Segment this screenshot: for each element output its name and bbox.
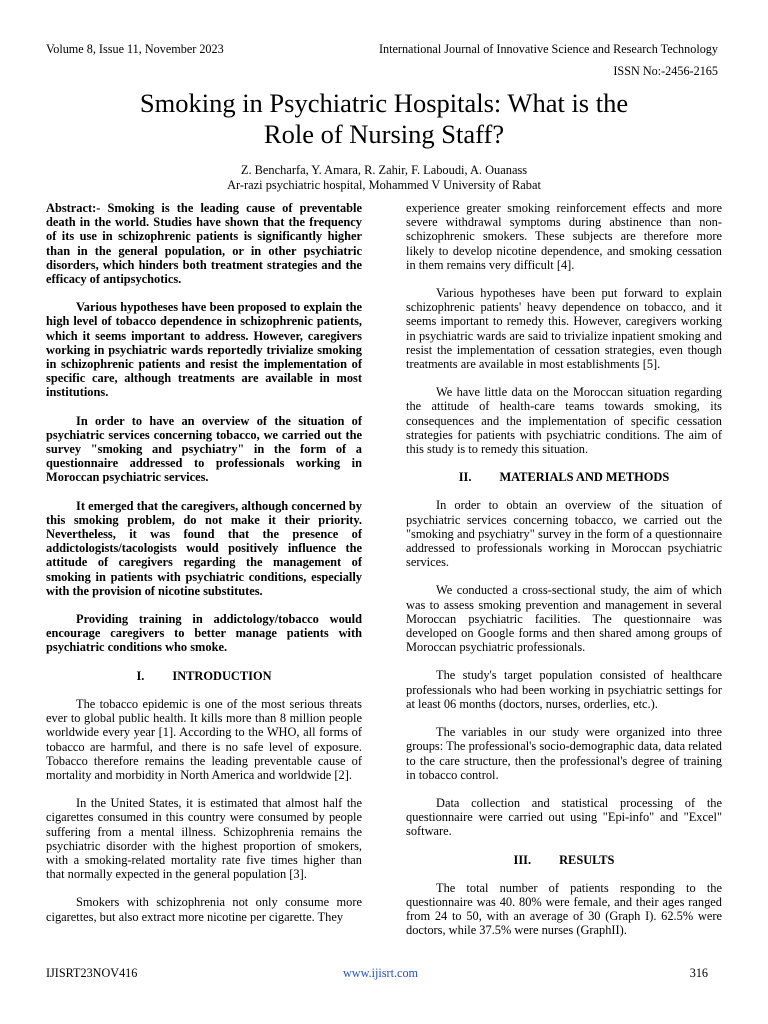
journal-link[interactable]: www.ijisrt.com bbox=[343, 966, 419, 980]
authors: Z. Bencharfa, Y. Amara, R. Zahir, F. Laboudi, A. Ouanass bbox=[240, 163, 528, 177]
body-paragraph: We have little data on the Moroccan situation regarding the attitude of health-care teams towards smoking, its consequences and the implementation of specific cessation strategies for patients with psychiatric conditions. The aim of this study is to remedy this situation. bbox=[406, 385, 722, 457]
body-paragraph: The total number of patients responding to the questionnaire was 40. 80% were female, and their ages ranged from 24 to 50, with an average of 30 (Graph I). 62.5% were doctors, while 37.5% were nurses (GraphII). bbox=[406, 880, 722, 938]
section-heading-introduction bbox=[46, 669, 362, 683]
right-column bbox=[406, 201, 722, 938]
page-title bbox=[0, 88, 768, 150]
title-line-1: Smoking in Psychiatric Hospitals: What is the bbox=[139, 88, 629, 118]
body-paragraph: In order to obtain an overview of the situation of psychiatric services concerning tobacco, we carried out the "smoking and psychiatry" survey in the form of a questionnaire addressed to professionals working in Moroccan psychiatric services. bbox=[406, 498, 722, 570]
section-title: INTRODUCTION bbox=[172, 668, 272, 683]
section-title: MATERIALS AND METHODS bbox=[499, 470, 670, 485]
section-number: II. bbox=[458, 470, 472, 485]
section-heading-results bbox=[406, 853, 722, 867]
body-paragraph: The study's target population consisted of healthcare professionals who had been working in psychiatric settings for at least 06 months (doctors, nurses, orderlies, etc.). bbox=[406, 668, 722, 711]
affiliation: Ar-razi psychiatric hospital, Mohammed V University of Rabat bbox=[227, 178, 541, 192]
abstract-paragraph: In order to have an overview of the situation of psychiatric services concerning tobacco, we carried out the survey "smoking and psychiatry" in the form of a questionnaire addressed to professionals working in Moroccan psychiatric services. bbox=[46, 413, 362, 485]
abstract-paragraph: Abstract:- Smoking is the leading cause of preventable death in the world. Studies have shown that the frequency of its use in schizophrenic patients is significantly higher than in the general population, or in other psychiatric disorders, which hinders both treatment strategies and the efficacy of antipsychotics. bbox=[46, 201, 362, 287]
body-paragraph: The tobacco epidemic is one of the most serious threats ever to global public health. It kills more than 8 million people worldwide every year [1]. According to the WHO, all forms of tobacco are harmful, and there is no safe level of exposure. Tobacco therefore remains the leading preventable cause of mortality and morbidity in North America and worldwide [2]. bbox=[46, 696, 362, 782]
body-paragraph: Various hypotheses have been put forward to explain schizophrenic patients' heavy dependence on tobacco, and it seems important to remedy this. However, caregivers working in psychiatric wards are said to trivialize inpatient smoking and resist the implementation of cessation strategies, even though treatments are available in most establishments [5]. bbox=[406, 286, 722, 372]
page-number: 316 bbox=[689, 966, 708, 980]
issn: ISSN No:-2456-2165 bbox=[613, 64, 718, 78]
body-paragraph: Smokers with schizophrenia not only consume more cigarettes, but also extract more nicotine per cigarette. They bbox=[46, 895, 362, 924]
author-block bbox=[0, 163, 768, 193]
section-heading-materials-methods bbox=[406, 470, 722, 484]
abstract-paragraph: Various hypotheses have been proposed to explain the high level of tobacco dependence in schizophrenic patients, which it seems important to address. However, caregivers working in psychiatric wards reportedly trivialize smoking in schizophrenic patients and resist the implementation of specific care, although treatments are available in most institutions. bbox=[46, 300, 362, 400]
journal-name: International Journal of Innovative Science and Research Technology bbox=[378, 42, 718, 56]
section-title: RESULTS bbox=[559, 852, 615, 867]
left-column bbox=[46, 201, 362, 924]
title-line-2: Role of Nursing Staff? bbox=[263, 119, 505, 149]
body-paragraph: In the United States, it is estimated that almost half the cigarettes consumed in this country were consumed by people suffering from a mental illness. Schizophrenia remains the psychiatric disorder with the highest proportion of smokers, with a smoking-related mortality rate five times higher than that normally expected in the general population [3]. bbox=[46, 796, 362, 882]
body-paragraph: Data collection and statistical processing of the questionnaire were carried out using "Epi-info" and "Excel" software. bbox=[406, 795, 722, 839]
section-number: I. bbox=[136, 668, 145, 683]
body-paragraph: experience greater smoking reinforcement effects and more severe withdrawal symptoms during abstinence than non-schizophrenic smokers. These subjects are therefore more likely to develop nicotine dependence, and smoking cessation in them remains very difficult [4]. bbox=[406, 201, 722, 272]
volume-info: Volume 8, Issue 11, November 2023 bbox=[46, 42, 224, 56]
body-paragraph: The variables in our study were organized into three groups: The professional's socio-demographic data, data related to the care structure, then the professional's degree of training in tobacco control. bbox=[406, 725, 722, 782]
body-paragraph: We conducted a cross-sectional study, the aim of which was to assess smoking prevention and management in several Moroccan psychiatric facilities. The questionnaire was developed on Google forms and then shared among groups of Moroccan psychiatric professionals. bbox=[406, 583, 722, 655]
abstract-paragraph: Providing training in addictology/tobacco would encourage caregivers to better manage patients with psychiatric conditions who smoke. bbox=[46, 612, 362, 655]
article-id: IJISRT23NOV416 bbox=[46, 966, 138, 980]
section-number: III. bbox=[513, 852, 532, 867]
abstract-paragraph: It emerged that the caregivers, although concerned by this smoking problem, do not make it their priority. Nevertheless, it was found that the presence of addictologists/tacologists would positively influence the attitude of caregivers regarding the management of smoking in patients with psychiatric conditions, especially with the provision of nicotine substitutes. bbox=[46, 498, 362, 598]
